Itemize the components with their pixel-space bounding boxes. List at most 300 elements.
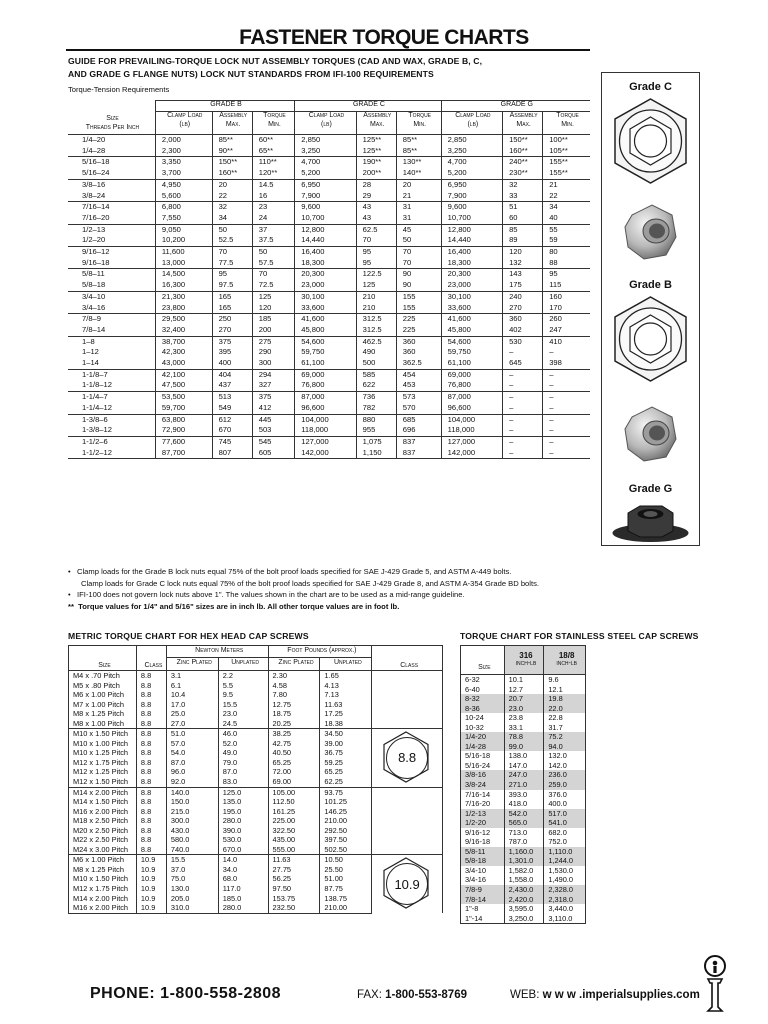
metric-value-cell: 130.0 xyxy=(166,884,218,894)
metric-value-cell: 322.50 xyxy=(268,826,320,836)
metric-value-cell: 8.8 xyxy=(136,748,166,758)
value-cell: 410 xyxy=(543,336,590,347)
grade-g-min-header xyxy=(543,112,590,135)
table-row xyxy=(68,392,590,403)
metric-value-cell: 14.0 xyxy=(218,855,268,865)
metric-value-cell: 72.00 xyxy=(268,767,320,777)
value-cell: 14,440 xyxy=(295,235,356,246)
value-cell: – xyxy=(503,380,543,391)
size-cell: 5/8–18 xyxy=(82,280,106,290)
size-cell: 1-3/8–6 xyxy=(68,414,155,425)
value-cell: 85 xyxy=(503,224,543,235)
value-cell: 31 xyxy=(396,213,441,224)
table-row xyxy=(461,704,586,714)
value-cell: 290 xyxy=(252,347,295,358)
value-cell: 104,000 xyxy=(295,414,356,425)
value-cell: 140** xyxy=(396,168,441,179)
metric-value-cell: 8.8 xyxy=(136,758,166,768)
value-cell: 63,800 xyxy=(155,414,212,425)
value-cell: 32 xyxy=(212,202,252,213)
ss-value-cell: 2,318.0 xyxy=(544,895,586,905)
ss-316-label: 316 xyxy=(519,650,533,660)
metric-value-cell: 232.50 xyxy=(268,903,320,913)
metric-value-cell: 9.5 xyxy=(218,690,268,700)
size-cell: 1/4–20 xyxy=(82,135,106,144)
value-cell: 190** xyxy=(356,157,396,168)
value-cell: 43,000 xyxy=(155,358,212,369)
ss-size-cell: 5/8-11 xyxy=(461,847,505,857)
web-address: w w w .imperialsupplies.com xyxy=(542,989,700,1001)
ss-188-unit: inch-lb xyxy=(556,660,577,667)
value-cell: 1,150 xyxy=(356,448,396,459)
value-cell: 7,900 xyxy=(441,191,502,202)
size-cell: 7/8–14 xyxy=(82,324,106,334)
metric-value-cell: 8.8 xyxy=(136,826,166,836)
value-cell: 375 xyxy=(212,336,252,347)
table-row xyxy=(461,723,586,733)
class-column-cell xyxy=(372,671,443,729)
metric-size-cell: M24 x 3.00 Pitch xyxy=(69,845,137,855)
value-cell: 270 xyxy=(503,303,543,314)
value-cell: 21 xyxy=(543,179,590,190)
metric-value-cell: 8.8 xyxy=(136,816,166,826)
metric-size-cell: M8 x 1.25 Pitch xyxy=(69,865,137,875)
metric-value-cell: 11.63 xyxy=(268,855,320,865)
ss-value-cell: 787.0 xyxy=(504,837,544,847)
metric-value-cell: 101.25 xyxy=(320,797,372,807)
value-cell: 115 xyxy=(543,280,590,291)
metric-value-cell: 11.63 xyxy=(320,700,372,710)
value-cell: – xyxy=(543,380,590,391)
table-row xyxy=(68,325,590,336)
grade-g-flange-nut-icon xyxy=(610,503,691,543)
value-cell: 120 xyxy=(252,303,295,314)
value-cell: 127,000 xyxy=(441,436,502,447)
value-cell: 685 xyxy=(396,414,441,425)
ss-value-cell: 259.0 xyxy=(544,780,586,790)
ss-value-cell: 271.0 xyxy=(504,780,544,790)
value-cell: 210 xyxy=(356,291,396,302)
value-cell: 16,400 xyxy=(295,247,356,258)
value-cell: 3,350 xyxy=(155,157,212,168)
size-cell: 1-1/2–12 xyxy=(68,448,155,459)
metric-torque-table xyxy=(68,645,443,914)
metric-value-cell: 34.0 xyxy=(218,865,268,875)
metric-value-cell: 435.00 xyxy=(268,835,320,845)
value-cell: 250 xyxy=(212,314,252,325)
value-cell: 59,750 xyxy=(295,347,356,358)
ss-value-cell: 99.0 xyxy=(504,742,544,752)
metric-size-cell: M10 x 1.00 Pitch xyxy=(69,739,137,749)
value-cell: 85** xyxy=(212,135,252,146)
value-cell: – xyxy=(503,436,543,447)
grade-c-label: Grade C xyxy=(629,81,672,93)
clamp-unit: (lb) xyxy=(467,120,479,128)
value-cell: 16,300 xyxy=(155,280,212,291)
grade-b-hex-nut-top-icon xyxy=(612,295,689,383)
value-cell: 53,500 xyxy=(155,392,212,403)
torque-label: Assembly xyxy=(219,112,248,119)
value-cell: 16 xyxy=(252,191,295,202)
value-cell: 270 xyxy=(212,325,252,336)
metric-value-cell: 17.25 xyxy=(320,709,372,719)
ss-value-cell: 94.0 xyxy=(544,742,586,752)
ss-size-cell: 6-40 xyxy=(461,685,505,695)
value-cell: 97.5 xyxy=(212,280,252,291)
metric-size-cell: M4 x .70 Pitch xyxy=(69,671,137,681)
torque-label: Torque xyxy=(408,112,432,119)
ft-unplated-header: Unplated xyxy=(320,658,372,671)
grade-c-min-header xyxy=(396,112,441,135)
value-cell: 275 xyxy=(252,336,295,347)
ss-value-cell: 418.0 xyxy=(504,799,544,809)
clamp-label: Clamp Load xyxy=(455,112,491,119)
value-cell: 5,200 xyxy=(295,168,356,179)
grade-b-label: Grade B xyxy=(629,279,672,291)
ss-value-cell: 22.8 xyxy=(544,713,586,723)
value-cell: 7,900 xyxy=(295,191,356,202)
metric-value-cell: 8.8 xyxy=(136,845,166,855)
ss-size-cell: 5/16-24 xyxy=(461,761,505,771)
table-row xyxy=(68,235,590,246)
table-row xyxy=(68,157,590,168)
table-row xyxy=(69,729,443,739)
ss-value-cell: 78.8 xyxy=(504,732,544,742)
ss-value-cell: 1,582.0 xyxy=(504,866,544,876)
metric-value-cell: 37.0 xyxy=(166,865,218,875)
value-cell: 95 xyxy=(212,269,252,280)
value-cell: 31 xyxy=(396,202,441,213)
size-cell: 7/16–14 xyxy=(68,202,155,213)
metric-value-cell: 27.75 xyxy=(268,865,320,875)
table-row xyxy=(68,369,590,380)
ss-value-cell: 9.6 xyxy=(544,675,586,685)
metric-size-cell: M12 x 1.75 Pitch xyxy=(69,758,137,768)
value-cell: 612 xyxy=(212,414,252,425)
table-row xyxy=(461,770,586,780)
size-cell: 5/16–18 xyxy=(68,157,155,168)
metric-size-cell: M6 x 1.00 Pitch xyxy=(69,690,137,700)
ss-value-cell: 147.0 xyxy=(504,761,544,771)
min-label: Min. xyxy=(561,120,574,128)
value-cell: 185 xyxy=(252,314,295,325)
value-cell: 110** xyxy=(252,157,295,168)
table-row xyxy=(69,855,443,865)
metric-size-cell: M5 x .80 Pitch xyxy=(69,681,137,691)
value-cell: 375 xyxy=(252,392,295,403)
value-cell: – xyxy=(543,392,590,403)
value-cell: 20 xyxy=(396,179,441,190)
value-cell: 127,000 xyxy=(295,436,356,447)
nm-unplated-header: Unplated xyxy=(218,658,268,671)
nm-zinc-header: Zinc Plated xyxy=(166,658,218,671)
value-cell: – xyxy=(503,403,543,414)
value-cell: – xyxy=(503,347,543,358)
max-label: Max. xyxy=(516,120,531,128)
grade-b-nut-photo-icon xyxy=(622,405,679,463)
value-cell: – xyxy=(543,448,590,459)
footer-fax xyxy=(357,989,467,1001)
value-cell: 32 xyxy=(503,179,543,190)
metric-size-cell: M12 x 1.75 Pitch xyxy=(69,884,137,894)
metric-value-cell: 502.50 xyxy=(320,845,372,855)
metric-value-cell: 138.75 xyxy=(320,894,372,904)
metric-value-cell: 51.0 xyxy=(166,729,218,739)
value-cell: 130** xyxy=(396,157,441,168)
ss-value-cell: 752.0 xyxy=(544,837,586,847)
page-title: FASTENER TORQUE CHARTS xyxy=(239,26,529,49)
stainless-chart-title: TORQUE CHART FOR STAINLESS STEEL CAP SCREWS xyxy=(460,631,699,641)
badge-label: 10.9 xyxy=(394,876,420,892)
max-label: Max. xyxy=(225,120,241,128)
value-cell: 100** xyxy=(543,135,590,146)
value-cell: 573 xyxy=(396,392,441,403)
ss-size-cell: 5/16-18 xyxy=(461,751,505,761)
value-cell: 160** xyxy=(503,146,543,157)
value-cell: 412 xyxy=(252,403,295,414)
grade-c-clamp-header xyxy=(295,112,356,135)
metric-value-cell: 20.25 xyxy=(268,719,320,729)
note-1b: Clamp loads for Grade C lock nuts equal 75% of the bolt proof loads specified for SAE J-429 Grade 8, and ASTM A-354 Grade BD bolts. xyxy=(81,578,539,588)
value-cell: 500 xyxy=(356,358,396,369)
metric-value-cell: 10.9 xyxy=(136,855,166,865)
table-notes xyxy=(68,566,598,612)
ss-size-cell: 1"-14 xyxy=(461,914,505,924)
metric-chart-title: METRIC TORQUE CHART FOR HEX HEAD CAP SCREWS xyxy=(68,631,309,641)
metric-value-cell: 580.0 xyxy=(166,835,218,845)
note-bullet: • xyxy=(68,567,71,576)
value-cell: 125** xyxy=(356,135,396,146)
size-cell: 9/16–12 xyxy=(68,247,155,258)
badge-label: 8.8 xyxy=(398,750,417,766)
metric-value-cell: 8.8 xyxy=(136,835,166,845)
metric-value-cell: 8.8 xyxy=(136,739,166,749)
value-cell: 745 xyxy=(212,436,252,447)
value-cell: 530 xyxy=(503,336,543,347)
metric-class-column-header: Class xyxy=(372,646,443,671)
metric-value-cell: 4.13 xyxy=(320,681,372,691)
metric-value-cell: 18.75 xyxy=(268,709,320,719)
value-cell: 60** xyxy=(252,135,295,146)
value-cell: 87,700 xyxy=(155,448,212,459)
class-10-9-badge xyxy=(386,863,428,905)
metric-value-cell: 75.0 xyxy=(166,874,218,884)
value-cell: 362.5 xyxy=(396,358,441,369)
value-cell: 50 xyxy=(252,247,295,258)
value-cell: 3,250 xyxy=(295,146,356,157)
metric-value-cell: 18.38 xyxy=(320,719,372,729)
ss-value-cell: 2,430.0 xyxy=(504,885,544,895)
metric-value-cell: 15.5 xyxy=(166,855,218,865)
value-cell: 549 xyxy=(212,403,252,414)
metric-value-cell: 430.0 xyxy=(166,826,218,836)
ss-value-cell: 3,250.0 xyxy=(504,914,544,924)
table-row xyxy=(461,685,586,695)
value-cell: 22 xyxy=(212,191,252,202)
size-cell: 1–12 xyxy=(82,347,99,357)
size-cell: 3/8–16 xyxy=(68,179,155,190)
table-row xyxy=(461,914,586,924)
value-cell: 453 xyxy=(396,380,441,391)
metric-value-cell: 2.2 xyxy=(218,671,268,681)
metric-value-cell: 51.00 xyxy=(320,874,372,884)
value-cell: – xyxy=(543,436,590,447)
value-cell: 120 xyxy=(503,247,543,258)
value-cell: 132 xyxy=(503,258,543,269)
value-cell: 61,100 xyxy=(441,358,502,369)
value-cell: 37 xyxy=(252,224,295,235)
company-logo-icon xyxy=(700,955,730,1015)
value-cell: 837 xyxy=(396,436,441,447)
ss-value-cell: 20.7 xyxy=(504,694,544,704)
table-row xyxy=(68,436,590,447)
ss-size-cell: 8-36 xyxy=(461,704,505,714)
guide-line-2: AND GRADE G FLANGE NUTS) LOCK NUT STANDARDS FROM IFI-100 REQUIREMENTS xyxy=(68,69,434,79)
value-cell: 13,000 xyxy=(155,258,212,269)
ss-size-cell: 7/16-20 xyxy=(461,799,505,809)
metric-value-cell: 54.0 xyxy=(166,748,218,758)
value-cell: 76,800 xyxy=(295,380,356,391)
grade-c-nut-photo-icon xyxy=(622,203,679,261)
value-cell: 240** xyxy=(503,157,543,168)
value-cell: 37.5 xyxy=(252,235,295,246)
value-cell: 670 xyxy=(212,425,252,436)
min-label: Min. xyxy=(413,120,427,128)
table-row xyxy=(461,837,586,847)
value-cell: 165 xyxy=(212,303,252,314)
metric-value-cell: 3.1 xyxy=(166,671,218,681)
metric-value-cell: 69.00 xyxy=(268,777,320,787)
value-cell: 807 xyxy=(212,448,252,459)
value-cell: 696 xyxy=(396,425,441,436)
size-cell: 1/2–13 xyxy=(68,224,155,235)
table-row xyxy=(461,790,586,800)
value-cell: 445 xyxy=(252,414,295,425)
value-cell: 2,850 xyxy=(295,135,356,146)
metric-value-cell: 125.0 xyxy=(218,787,268,797)
value-cell: 20,300 xyxy=(295,269,356,280)
value-cell: 150** xyxy=(503,135,543,146)
metric-value-cell: 530.0 xyxy=(218,835,268,845)
metric-value-cell: 36.75 xyxy=(320,748,372,758)
metric-value-cell: 210.00 xyxy=(320,816,372,826)
value-cell: 55 xyxy=(543,224,590,235)
value-cell: 21 xyxy=(396,191,441,202)
value-cell: 77.5 xyxy=(212,258,252,269)
metric-class-header: Class xyxy=(136,646,166,671)
ss-value-cell: 1,160.0 xyxy=(504,847,544,857)
value-cell: 14.5 xyxy=(252,179,295,190)
metric-value-cell: 42.75 xyxy=(268,739,320,749)
metric-size-cell: M12 x 1.25 Pitch xyxy=(69,767,137,777)
value-cell: 41,600 xyxy=(295,314,356,325)
value-cell: 736 xyxy=(356,392,396,403)
metric-value-cell: 57.0 xyxy=(166,739,218,749)
metric-value-cell: 2.30 xyxy=(268,671,320,681)
value-cell: 125 xyxy=(252,291,295,302)
value-cell: 32,400 xyxy=(155,325,212,336)
table-row xyxy=(68,202,590,213)
value-cell: 585 xyxy=(356,369,396,380)
guide-heading xyxy=(68,55,588,81)
value-cell: 33,600 xyxy=(295,303,356,314)
value-cell: 70 xyxy=(396,247,441,258)
foot-pounds-header: Foot Pounds (approx.) xyxy=(268,646,372,658)
size-header-line1: Size xyxy=(106,115,119,122)
ss-value-cell: 23.8 xyxy=(504,713,544,723)
table-row xyxy=(68,258,590,269)
value-cell: 454 xyxy=(396,369,441,380)
value-cell: 200 xyxy=(252,325,295,336)
metric-size-cell: M10 x 1.50 Pitch xyxy=(69,729,137,739)
stainless-torque-table xyxy=(460,645,586,924)
metric-size-cell: M22 x 2.50 Pitch xyxy=(69,835,137,845)
value-cell: 20 xyxy=(212,179,252,190)
value-cell: 155 xyxy=(396,291,441,302)
value-cell: 62.5 xyxy=(356,224,396,235)
metric-value-cell: 397.50 xyxy=(320,835,372,845)
value-cell: 462.5 xyxy=(356,336,396,347)
value-cell: 5,200 xyxy=(441,168,502,179)
ss-value-cell: 1,110.0 xyxy=(544,847,586,857)
ss-size-cell: 10-32 xyxy=(461,723,505,733)
value-cell: 240 xyxy=(503,291,543,302)
value-cell: 29 xyxy=(356,191,396,202)
ss-value-cell: 1,558.0 xyxy=(504,875,544,885)
metric-value-cell: 93.75 xyxy=(320,787,372,797)
value-cell: – xyxy=(503,425,543,436)
ss-size-cell: 5/8-18 xyxy=(461,856,505,866)
note-2-text: IFI-100 does not govern lock nuts above 1". The values shown in the chart are to be used as a mid-range guideline. xyxy=(77,590,465,599)
table-row xyxy=(461,799,586,809)
value-cell: 72.5 xyxy=(252,280,295,291)
size-cell: 1-1/4–7 xyxy=(68,392,155,403)
ss-size-cell: 1/2-13 xyxy=(461,809,505,819)
value-cell: 96,600 xyxy=(295,403,356,414)
metric-value-cell: 292.50 xyxy=(320,826,372,836)
value-cell: 1,075 xyxy=(356,436,396,447)
ss-size-cell: 1"-8 xyxy=(461,904,505,914)
ss-value-cell: 1,244.0 xyxy=(544,856,586,866)
value-cell: 155** xyxy=(543,157,590,168)
ss-value-cell: 23.0 xyxy=(504,704,544,714)
value-cell: 260 xyxy=(543,314,590,325)
grade-c-hex-nut-top-icon xyxy=(612,97,689,185)
table-row xyxy=(461,713,586,723)
metric-value-cell: 87.75 xyxy=(320,884,372,894)
value-cell: 34 xyxy=(212,213,252,224)
note-3 xyxy=(68,601,598,613)
value-cell: 360 xyxy=(396,347,441,358)
metric-value-cell: 79.0 xyxy=(218,758,268,768)
value-cell: 104,000 xyxy=(441,414,502,425)
ss-value-cell: 393.0 xyxy=(504,790,544,800)
value-cell: 61,100 xyxy=(295,358,356,369)
ss-size-cell: 7/8-14 xyxy=(461,895,505,905)
grade-c-header: GRADE C xyxy=(295,101,441,112)
grade-b-max-header xyxy=(212,112,252,135)
value-cell: 23,000 xyxy=(441,280,502,291)
ss-value-cell: 1,490.0 xyxy=(544,875,586,885)
ss-value-cell: 19.8 xyxy=(544,694,586,704)
value-cell: 54,600 xyxy=(441,336,502,347)
value-cell: 30,100 xyxy=(441,291,502,302)
guide-subheading: Torque-Tension Requirements xyxy=(68,85,170,94)
value-cell: 570 xyxy=(396,403,441,414)
value-cell: 45 xyxy=(396,224,441,235)
metric-value-cell: 140.0 xyxy=(166,787,218,797)
table-row xyxy=(68,291,590,302)
